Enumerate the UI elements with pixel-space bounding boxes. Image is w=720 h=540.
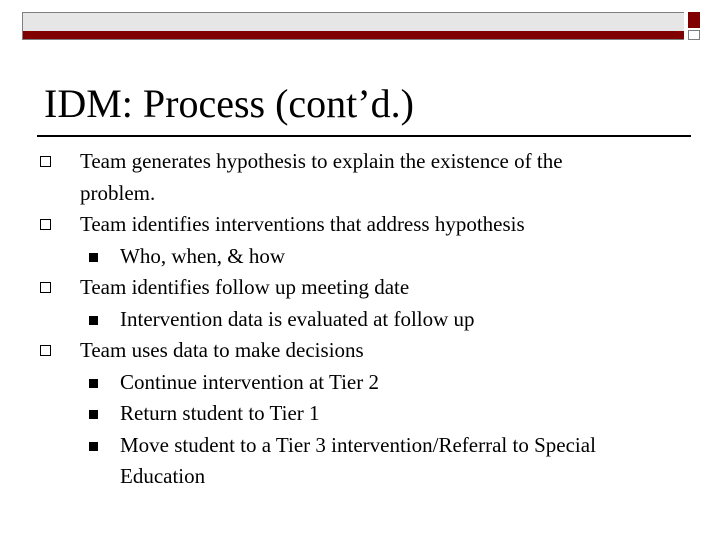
list-item	[0, 209, 720, 241]
list-item	[0, 335, 720, 367]
slide-title: IDM: Process (cont’d.)	[44, 81, 414, 126]
hollow-square-bullet-icon	[40, 282, 51, 293]
sub-list-item	[0, 398, 720, 430]
sub-list-item-continuation	[0, 461, 720, 493]
sub-bullet-text: Move student to a Tier 3 intervention/Referral to Special	[120, 432, 596, 457]
sub-bullet-text: Return student to Tier 1	[120, 401, 320, 425]
top-band-accent-strip	[23, 31, 684, 39]
bullet-text: Team identifies interventions that address hypothesis	[80, 212, 525, 236]
corner-decoration	[688, 12, 700, 40]
filled-square-bullet-icon	[89, 316, 98, 325]
sub-bullet-text: Education	[120, 464, 206, 488]
filled-square-bullet-icon	[89, 442, 98, 451]
hollow-square-bullet-icon	[40, 156, 51, 167]
sub-list-item	[0, 241, 720, 273]
bullet-text: Team identifies follow up meeting date	[80, 275, 410, 299]
sub-bullet-text: Who, when, & how	[120, 243, 286, 268]
corner-outline-square	[688, 30, 700, 40]
sub-bullet-text: Intervention data is evaluated at follow up	[120, 306, 475, 331]
bullet-list	[0, 146, 720, 493]
filled-square-bullet-icon	[89, 379, 98, 388]
sub-bullet-text: Continue intervention at Tier 2	[120, 369, 379, 394]
hollow-square-bullet-icon	[40, 219, 51, 230]
hollow-square-bullet-icon	[40, 345, 51, 356]
sub-list-item	[0, 367, 720, 399]
bullet-text: Team uses data to make decisions	[80, 338, 364, 362]
bullet-text: Team generates hypothesis to explain the existence of the	[80, 149, 563, 173]
list-item	[0, 146, 720, 178]
corner-accent-square	[688, 12, 700, 28]
top-decorative-band	[22, 12, 684, 40]
list-item	[0, 272, 720, 304]
sub-list-item	[0, 304, 720, 336]
sub-list-item	[0, 430, 720, 462]
filled-square-bullet-icon	[89, 410, 98, 419]
title-divider	[37, 135, 691, 137]
filled-square-bullet-icon	[89, 253, 98, 262]
list-item-continuation	[0, 178, 720, 210]
bullet-text: problem.	[80, 180, 156, 205]
